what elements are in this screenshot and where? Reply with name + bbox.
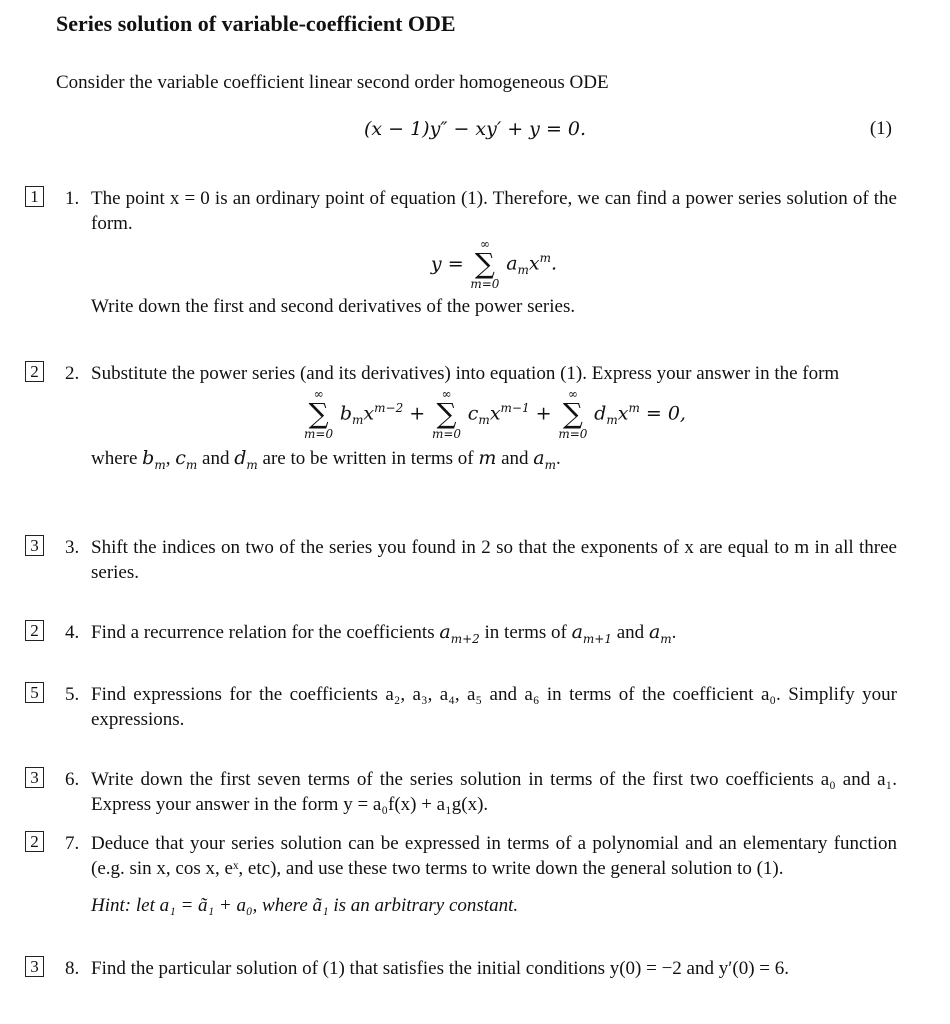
question-body xyxy=(91,186,897,319)
marks-box: 1 xyxy=(25,186,44,207)
question-number: 7. xyxy=(65,833,80,854)
question-number: 6. xyxy=(65,769,80,790)
question-number: 2. xyxy=(65,363,80,384)
question-text: Write down the first seven terms of the series solution in terms of the first two coefficients a₀ and a₁. Express your answer in the form y = a₀f(x) + a₁g(x). xyxy=(91,769,897,815)
substituted-series-equation xyxy=(91,388,897,440)
sigma-icon: ∑ xyxy=(474,247,495,280)
question-text: Deduce that your series solution can be expressed in terms of a polynomial and an elementary function (e.g. sin x, cos x, eˣ, etc), and use these two terms to write down the general solution to (1). xyxy=(91,833,897,879)
main-equation xyxy=(0,116,950,143)
marks-box: 2 xyxy=(25,361,44,382)
sigma-icon: ∑ xyxy=(562,397,583,430)
question-text: The point x = 0 is an ordinary point of equation (1). Therefore, we can find a power series solution of the form. xyxy=(91,188,897,234)
page-title: Series solution of variable-coefficient ODE xyxy=(56,11,456,36)
question-number: 5. xyxy=(65,684,80,705)
question-body xyxy=(91,535,897,585)
question-body xyxy=(91,767,897,817)
marks-box: 3 xyxy=(25,767,44,788)
coefficient-symbol: a xyxy=(506,252,518,275)
question-number: 8. xyxy=(65,958,80,979)
question-number: 1. xyxy=(65,188,80,209)
question-text: Find a recurrence relation for the coefficients $a_{m+2}$ in terms of $a_{m+1}$ and $a_m$. xyxy=(91,621,677,646)
question-body xyxy=(91,831,897,918)
sum-upper-limit: ∞ xyxy=(479,237,490,251)
equation-lhs: y = xyxy=(430,253,464,275)
b-term: $b_mx^{m-2}$ + xyxy=(339,400,426,428)
question-text: Substitute the power series (and its derivatives) into equation (1). Express your answer in the form xyxy=(91,363,840,384)
marks-box: 2 xyxy=(25,620,44,641)
main-equation-text: (x − 1)y″ − xy′ + y = 0. xyxy=(363,118,587,140)
question-instruction: Write down the first and second derivatives of the power series. xyxy=(91,296,576,317)
series-term: $a_mx^m$. xyxy=(506,250,558,278)
power-series-equation xyxy=(91,238,897,290)
question-body xyxy=(91,956,897,981)
sum-symbol xyxy=(470,238,499,290)
marks-box: 3 xyxy=(25,535,44,556)
marks-box: 5 xyxy=(25,682,44,703)
d-term: $d_mx^m = 0$, xyxy=(594,400,686,428)
question-instruction: where $b_m$, $c_m$ and $d_m$ are to be written in terms of m and $a_m$. xyxy=(91,447,561,472)
question-body xyxy=(91,361,897,478)
c-term: $c_mx^{m-1}$ + xyxy=(467,400,552,428)
hint-text: Hint: let a₁ = ã₁ + a₀, where ã₁ is an arbitrary constant. xyxy=(91,895,519,916)
sum-symbol: ∞ ∑ m=0 xyxy=(431,387,462,441)
question-text: Find expressions for the coefficients a₂, a₃, a₄, a₅ and a₆ in terms of the coefficient a₀. Simplify your expressions. xyxy=(91,684,897,730)
question-body xyxy=(91,620,897,652)
sum-symbol: ∞ ∑ m=0 xyxy=(558,387,588,441)
question-text: Find the particular solution of (1) that satisfies the initial conditions y(0) = −2 and y′(0) = 6. xyxy=(91,958,790,979)
question-number: 4. xyxy=(65,622,80,643)
marks-box: 3 xyxy=(25,956,44,977)
equation-number: (1) xyxy=(869,118,892,139)
question-number: 3. xyxy=(65,537,80,558)
sigma-icon: ∑ xyxy=(436,397,457,430)
intro-text: Consider the variable coefficient linear second order homogeneous ODE xyxy=(56,72,609,93)
sum-lower-limit: m=0 xyxy=(470,277,500,291)
marks-box: 2 xyxy=(25,831,44,852)
sum-symbol: ∞ ∑ m=0 xyxy=(304,387,334,441)
question-text: Shift the indices on two of the series you found in 2 so that the exponents of x are equal to m in all three series. xyxy=(91,537,897,583)
sigma-icon: ∑ xyxy=(308,397,329,430)
question-body xyxy=(91,682,897,732)
